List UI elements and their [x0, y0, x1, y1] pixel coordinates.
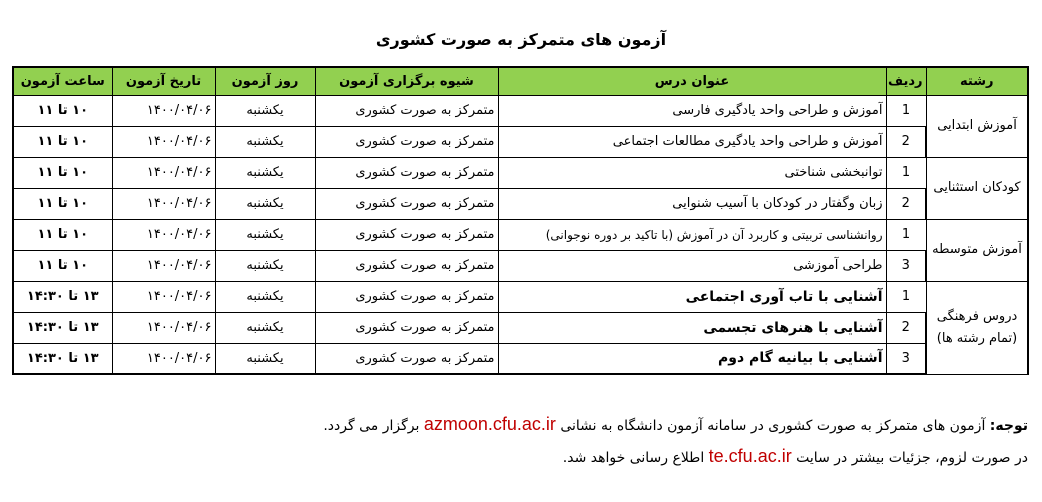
course-cell: زبان وگفتار در کودکان با آسیب شنوایی	[498, 188, 886, 219]
date-cell: ۱۴۰۰/۰۴/۰۶	[112, 250, 215, 281]
header-course: عنوان درس	[498, 67, 886, 95]
method-cell: متمرکز به صورت کشوری	[315, 157, 498, 188]
rownum-cell: 2	[886, 126, 926, 157]
time-cell: ۱۰ تا ۱۱	[13, 188, 112, 219]
note-text: اطلاع رسانی خواهد شد.	[562, 450, 709, 466]
date-cell: ۱۴۰۰/۰۴/۰۶	[112, 281, 215, 312]
method-cell: متمرکز به صورت کشوری	[315, 343, 498, 374]
info-site-link[interactable]: te.cfu.ac.ir	[708, 446, 792, 466]
header-day: روز آزمون	[215, 67, 315, 95]
day-cell: یکشنبه	[215, 157, 315, 188]
date-cell: ۱۴۰۰/۰۴/۰۶	[112, 343, 215, 374]
course-cell: آشنایی با تاب آوری اجتماعی	[498, 281, 886, 312]
course-cell: روانشناسی تربیتی و کاربرد آن در آموزش (با تاکید بر دوره نوجوانی)	[498, 219, 886, 250]
table-row	[13, 281, 1028, 312]
field-cell	[926, 281, 1028, 374]
day-cell: یکشنبه	[215, 95, 315, 126]
method-cell: متمرکز به صورت کشوری	[315, 312, 498, 343]
table-row	[13, 343, 1028, 374]
field-cell: کودکان استثنایی	[926, 157, 1028, 219]
date-cell: ۱۴۰۰/۰۴/۰۶	[112, 157, 215, 188]
note-text: برگزار می گردد.	[323, 418, 424, 434]
time-cell: ۱۳ تا ۱۴:۳۰	[13, 343, 112, 374]
header-field: رشته	[926, 67, 1028, 95]
note-line-2	[0, 446, 1028, 467]
note-text: در صورت لزوم، جزئیات بیشتر در سایت	[791, 450, 1028, 466]
day-cell: یکشنبه	[215, 312, 315, 343]
date-cell: ۱۴۰۰/۰۴/۰۶	[112, 126, 215, 157]
day-cell: یکشنبه	[215, 126, 315, 157]
time-cell: ۱۰ تا ۱۱	[13, 219, 112, 250]
table-row	[13, 95, 1028, 126]
page-title: آزمون های متمرکز به صورت کشوری	[375, 30, 667, 49]
table-row	[13, 126, 1028, 157]
table-row	[13, 312, 1028, 343]
date-cell: ۱۴۰۰/۰۴/۰۶	[112, 219, 215, 250]
method-cell: متمرکز به صورت کشوری	[315, 188, 498, 219]
time-cell: ۱۰ تا ۱۱	[13, 126, 112, 157]
header-date: تاریخ آزمون	[112, 67, 215, 95]
rownum-cell: 2	[886, 188, 926, 219]
course-cell: آشنایی با هنرهای تجسمی	[498, 312, 886, 343]
course-cell: توانبخشی شناختی	[498, 157, 886, 188]
date-cell: ۱۴۰۰/۰۴/۰۶	[112, 312, 215, 343]
field-cell: آموزش متوسطه	[926, 219, 1028, 281]
day-cell: یکشنبه	[215, 219, 315, 250]
method-cell: متمرکز به صورت کشوری	[315, 250, 498, 281]
day-cell: یکشنبه	[215, 188, 315, 219]
field-cell: آموزش ابتدایی	[926, 95, 1028, 157]
exam-site-link[interactable]: azmoon.cfu.ac.ir	[423, 414, 556, 434]
time-cell: ۱۰ تا ۱۱	[13, 250, 112, 281]
method-cell: متمرکز به صورت کشوری	[315, 95, 498, 126]
course-cell: آشنایی با بیانیه گام دوم	[498, 343, 886, 374]
rownum-cell: 3	[886, 250, 926, 281]
field-subtitle: (تمام رشته ها)	[936, 330, 1018, 346]
course-cell: طراحی آموزشی	[498, 250, 886, 281]
method-cell: متمرکز به صورت کشوری	[315, 281, 498, 312]
header-time: ساعت آزمون	[13, 67, 112, 95]
exam-schedule-table	[12, 66, 1029, 375]
date-cell: ۱۴۰۰/۰۴/۰۶	[112, 188, 215, 219]
rownum-cell: 1	[886, 95, 926, 126]
rownum-cell: 1	[886, 219, 926, 250]
rownum-cell: 1	[886, 281, 926, 312]
time-cell: ۱۳ تا ۱۴:۳۰	[13, 312, 112, 343]
rownum-cell: 2	[886, 312, 926, 343]
method-cell: متمرکز به صورت کشوری	[315, 219, 498, 250]
day-cell: یکشنبه	[215, 250, 315, 281]
course-cell: آموزش و طراحی واحد یادگیری مطالعات اجتماعی	[498, 126, 886, 157]
note-text: آزمون های متمرکز به صورت کشوری در سامانه آزمون دانشگاه به نشانی	[555, 418, 990, 434]
rownum-cell: 3	[886, 343, 926, 374]
note-line-1	[0, 414, 1028, 435]
date-cell: ۱۴۰۰/۰۴/۰۶	[112, 95, 215, 126]
header-method: شیوه برگزاری آزمون	[315, 67, 498, 95]
table-row	[13, 157, 1028, 188]
table-row	[13, 219, 1028, 250]
method-cell: متمرکز به صورت کشوری	[315, 126, 498, 157]
time-cell: ۱۳ تا ۱۴:۳۰	[13, 281, 112, 312]
header-rownum: ردیف	[886, 67, 926, 95]
note-label: توجه:	[989, 418, 1028, 434]
course-cell: آموزش و طراحی واحد یادگیری فارسی	[498, 95, 886, 126]
time-cell: ۱۰ تا ۱۱	[13, 157, 112, 188]
day-cell: یکشنبه	[215, 281, 315, 312]
time-cell: ۱۰ تا ۱۱	[13, 95, 112, 126]
table-row	[13, 250, 1028, 281]
field-title: دروس فرهنگی	[936, 308, 1018, 324]
table-row	[13, 188, 1028, 219]
rownum-cell: 1	[886, 157, 926, 188]
day-cell: یکشنبه	[215, 343, 315, 374]
table-header-row	[13, 67, 1028, 95]
